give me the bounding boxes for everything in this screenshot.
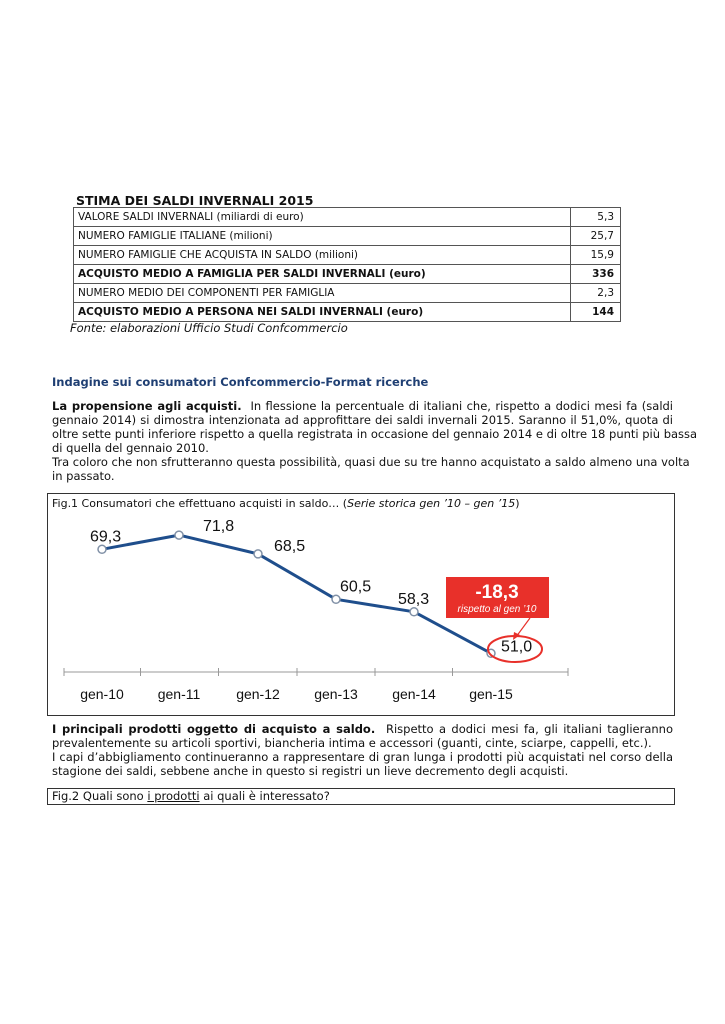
data-point	[175, 531, 183, 539]
paragraph-prodotti	[52, 722, 673, 782]
x-tick-label: gen-10	[80, 686, 124, 702]
table-row	[74, 208, 621, 227]
underlined-link-text: i prodotti	[147, 789, 200, 803]
row-value: 2,3	[571, 284, 621, 303]
paragraph-propensione	[52, 399, 698, 485]
row-label: NUMERO FAMIGLIE ITALIANE (milioni)	[74, 227, 571, 246]
data-point	[332, 595, 340, 603]
table-title: STIMA DEI SALDI INVERNALI 2015	[76, 193, 314, 208]
row-label: NUMERO MEDIO DEI COMPONENTI PER FAMIGLIA	[74, 284, 571, 303]
paragraph-line: Tra coloro che non sfrutteranno questa possibilità, quasi due su tre hanno acquistato a saldo almeno una volta	[52, 455, 690, 469]
x-tick-label: gen-15	[469, 686, 513, 702]
data-label: 68,5	[274, 537, 306, 555]
row-value: 15,9	[571, 246, 621, 265]
figure-1-caption: Fig.1 Consumatori che effettuano acquisti in saldo… (Serie storica gen ’10 – gen ’15)	[52, 497, 520, 510]
callout-value: -18,3	[475, 582, 519, 603]
table-row	[74, 246, 621, 265]
row-value: 5,3	[571, 208, 621, 227]
x-tick-label: gen-11	[157, 686, 201, 702]
section-title: Indagine sui consumatori Confcommercio-Format ricerche	[52, 375, 429, 389]
paragraph-line: prevalentemente su articoli sportivi, biancheria intima e accessori (guanti, cinte, sciarpe, cappelli, etc.).	[52, 736, 652, 750]
paragraph-line	[52, 722, 673, 736]
row-label: ACQUISTO MEDIO A FAMIGLIA PER SALDI INVERNALI (euro)	[74, 265, 571, 284]
paragraph-lead: La propensione agli acquisti.	[52, 399, 242, 413]
paragraph-line: oltre sette punti inferiore rispetto a quella registrata in occasione del gennaio 2014 e di oltre 18 punti più bassa	[52, 427, 698, 441]
data-point	[98, 545, 106, 553]
x-tick-label: gen-12	[236, 686, 280, 702]
data-label: 51,0	[501, 638, 533, 656]
data-point	[410, 608, 418, 616]
table-row	[74, 265, 621, 284]
paragraph-line: di quella del gennaio 2010.	[52, 441, 209, 455]
x-tick-label: gen-14	[392, 686, 436, 702]
figure-2-caption: Fig.2 Quali sono i prodotti ai quali è interessato?	[47, 788, 675, 805]
paragraph-line	[52, 399, 673, 413]
saldi-estimate-table	[73, 207, 621, 322]
data-label: 69,3	[90, 528, 122, 546]
row-value: 336	[571, 265, 621, 284]
line-chart	[48, 494, 674, 715]
paragraph-text: Rispetto a dodici mesi fa, gli italiani taglieranno	[385, 722, 673, 736]
paragraph-lead: I principali prodotti oggetto di acquisto a saldo.	[52, 722, 376, 736]
table-row	[74, 227, 621, 246]
data-label: 60,5	[340, 578, 372, 596]
paragraph-text: In flessione la percentuale di italiani che, rispetto a dodici mesi fa (saldi	[250, 399, 674, 413]
paragraph-line: gennaio 2014) si dimostra intenzionata ad approfittare dei saldi invernali 2015. Saranno il 51,0%, quota di	[52, 413, 673, 427]
table-source: Fonte: elaborazioni Ufficio Studi Confcommercio	[70, 321, 348, 335]
x-tick-label: gen-13	[314, 686, 358, 702]
row-value: 144	[571, 303, 621, 322]
paragraph-line: in passato.	[52, 469, 115, 483]
table-row	[74, 303, 621, 322]
callout-text: rispetto al gen ’10	[457, 604, 537, 615]
data-label: 58,3	[398, 590, 430, 608]
row-label: NUMERO FAMIGLIE CHE ACQUISTA IN SALDO (milioni)	[74, 246, 571, 265]
paragraph-line: I capi d’abbigliamento continueranno a rappresentare di gran lunga i prodotti più acquistati nel corso della	[52, 750, 673, 764]
row-label: VALORE SALDI INVERNALI (miliardi di euro)	[74, 208, 571, 227]
figure-1	[47, 493, 675, 716]
table-row	[74, 284, 621, 303]
data-point	[254, 550, 262, 558]
row-label: ACQUISTO MEDIO A PERSONA NEI SALDI INVERNALI (euro)	[74, 303, 571, 322]
paragraph-line: stagione dei saldi, sebbene anche in questo si registri un lieve decremento degli acquisti.	[52, 764, 569, 778]
data-label: 71,8	[203, 518, 235, 536]
row-value: 25,7	[571, 227, 621, 246]
